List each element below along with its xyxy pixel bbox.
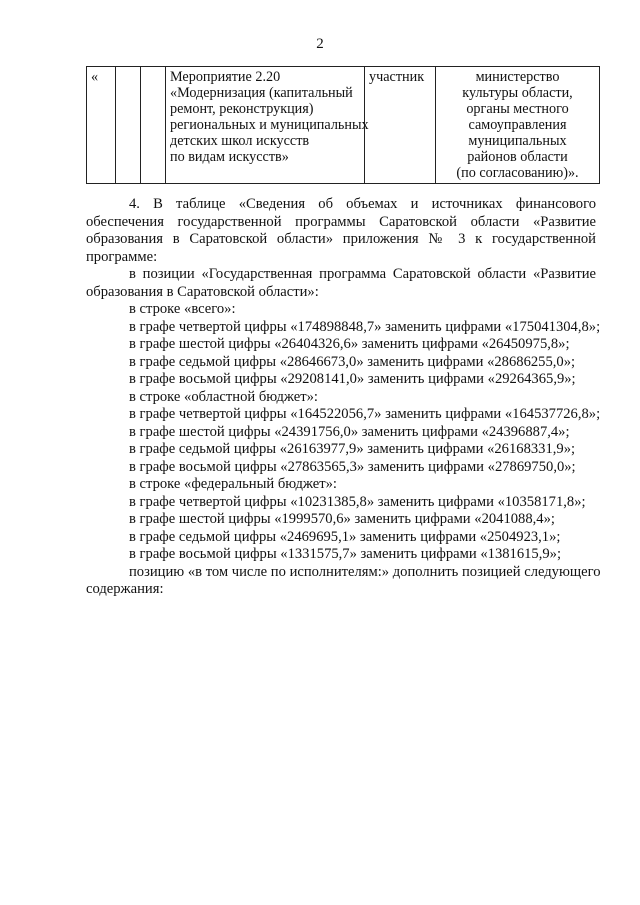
responsible-line: (по согласованию)».	[456, 165, 579, 181]
amendment-line: в графе восьмой цифры «29208141,0» заменить цифрами «29264365,9»;	[129, 371, 576, 387]
event-name-line: ремонт, реконструкция)	[170, 101, 314, 117]
responsible-line: районов области	[467, 149, 568, 165]
amendment-line: в графе шестой цифры «1999570,6» заменить цифрами «2041088,4»;	[129, 511, 555, 527]
paragraph-line: в позиции «Государственная программа Саратовской области «Развитие	[129, 266, 596, 282]
responsible-line: самоуправления	[468, 117, 567, 133]
opening-quote-cell: «	[87, 67, 116, 184]
event-name-line: детских школ искусств	[170, 133, 310, 149]
amendment-line: в графе четвертой цифры «174898848,7» заменить цифрами «175041304,8»;	[129, 318, 601, 335]
paragraph-line: образования в Саратовской области» приложения № 3 к государственной	[86, 231, 596, 247]
responsible-line: культуры области,	[462, 85, 573, 101]
amendment-line: в графе восьмой цифры «1331575,7» заменить цифрами «1381615,9»;	[129, 546, 562, 562]
program-measures-table	[86, 66, 600, 184]
amendment-line: в строке «всего»:	[129, 301, 236, 317]
document-body	[86, 196, 601, 599]
event-name-line: региональных и муниципальных	[170, 117, 369, 133]
event-name-line: Мероприятие 2.20	[170, 69, 281, 85]
amendment-line: в графе седьмой цифры «28646673,0» заменить цифрами «28686255,0»;	[129, 353, 576, 370]
amendment-line: в строке «областной бюджет»:	[129, 388, 318, 405]
amendment-line: в графе шестой цифры «26404326,6» заменить цифрами «26450975,8»;	[129, 336, 570, 352]
responsible-cell	[436, 67, 600, 184]
role-cell: участник	[365, 67, 436, 184]
empty-cell	[141, 67, 166, 184]
amendment-line: в графе восьмой цифры «27863565,3» заменить цифрами «27869750,0»;	[129, 458, 576, 475]
paragraph-line: содержания:	[86, 581, 164, 597]
responsible-line: министерство	[475, 69, 560, 85]
amendment-line: в строке «федеральный бюджет»:	[129, 476, 337, 492]
paragraph-line: 4. В таблице «Сведения об объемах и источниках финансового	[129, 196, 596, 212]
paragraph-line: образования в Саратовской области»:	[86, 283, 319, 300]
empty-cell	[116, 67, 141, 184]
responsible-line: муниципальных	[468, 133, 567, 149]
event-name-cell	[166, 67, 369, 184]
amendment-line: в графе шестой цифры «24391756,0» заменить цифрами «24396887,4»;	[129, 423, 570, 440]
amendment-line: в графе четвертой цифры «164522056,7» заменить цифрами «164537726,8»;	[129, 406, 601, 422]
amendment-line: в графе четвертой цифры «10231385,8» заменить цифрами «10358171,8»;	[129, 493, 586, 510]
table-row	[87, 67, 600, 184]
paragraph-line: позицию «в том числе по исполнителям:» дополнить позицией следующего	[129, 563, 601, 580]
paragraph-line: обеспечения государственной программы Саратовской области «Развитие	[86, 213, 596, 230]
event-name-line: «Модернизация (капитальный	[170, 85, 353, 101]
event-name-line: по видам искусств»	[170, 149, 289, 165]
amendment-line: в графе седьмой цифры «26163977,9» заменить цифрами «26168331,9»;	[129, 441, 576, 457]
paragraph-line: программе:	[86, 248, 158, 265]
page-number: 2	[316, 36, 324, 52]
amendment-line: в графе седьмой цифры «2469695,1» заменить цифрами «2504923,1»;	[129, 528, 561, 545]
responsible-line: органы местного	[466, 101, 569, 117]
